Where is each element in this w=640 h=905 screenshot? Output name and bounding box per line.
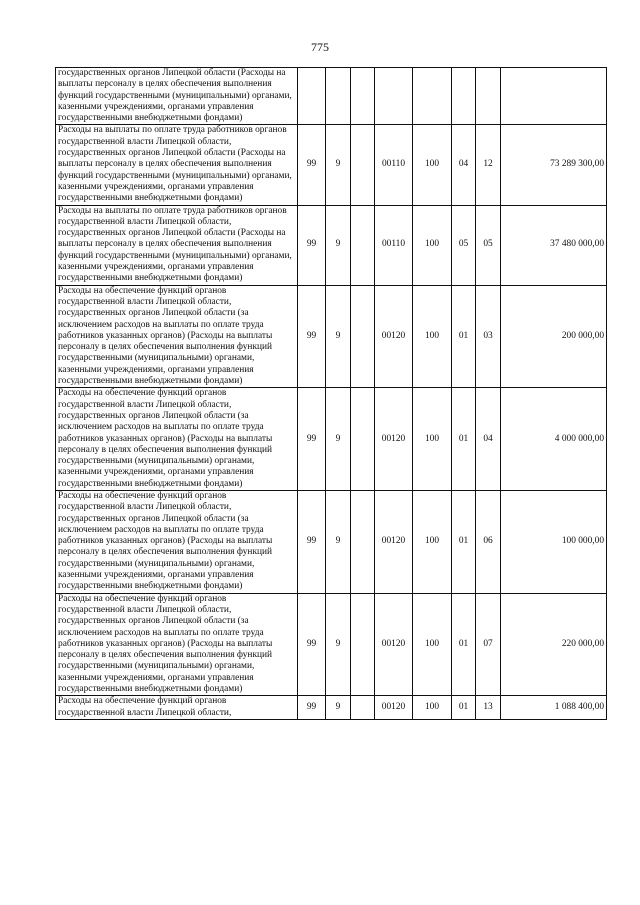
code-cell [413,68,452,125]
code-cell: 00120 [375,285,413,388]
code-cell: 9 [326,490,351,593]
row-description: Расходы на обеспечение функций органов государственной власти Липецкой области, государственных органов Липецкой области (за исключением расходов на выплаты по оплате труда работников указанных органов) (Расходы на выплаты персоналу в целях обеспечения выполнения функций государственными (муниципальными) органами, казенными учреждениями, органами управления государственными внебюджетными фондами) [56,285,298,388]
code-cell: 9 [326,593,351,696]
code-cell: 01 [452,388,476,491]
code-cell: 99 [298,490,326,593]
code-cell: 99 [298,696,326,720]
row-description: Расходы на выплаты по оплате труда работников органов государственной власти Липецкой области, государственных органов Липецкой области (Расходы на выплаты персоналу в целях обеспечения выполнения функций государственными (муниципальными) органами, казенными учреждениями, органами управления государственными внебюджетными фондами) [56,125,298,205]
code-cell [298,68,326,125]
code-cell: 01 [452,285,476,388]
table-row [56,490,607,593]
amount-cell [501,68,607,125]
code-cell: 12 [476,125,501,205]
table-row [56,205,607,285]
code-cell [351,593,375,696]
code-cell: 100 [413,205,452,285]
row-description: Расходы на выплаты по оплате труда работников органов государственной власти Липецкой области, государственных органов Липецкой области (Расходы на выплаты персоналу в целях обеспечения выполнения функций государственными (муниципальными) органами, казенными учреждениями, органами управления государственными внебюджетными фондами) [56,205,298,285]
code-cell: 01 [452,696,476,720]
code-cell: 05 [452,205,476,285]
code-cell [351,285,375,388]
code-cell: 00120 [375,696,413,720]
code-cell [351,68,375,125]
code-cell: 100 [413,125,452,205]
code-cell: 100 [413,285,452,388]
page-number: 775 [311,40,329,54]
code-cell [351,205,375,285]
code-cell: 00120 [375,593,413,696]
code-cell: 100 [413,490,452,593]
code-cell: 00110 [375,125,413,205]
code-cell [351,696,375,720]
amount-cell: 220 000,00 [501,593,607,696]
table-row [56,388,607,491]
code-cell: 99 [298,593,326,696]
code-cell: 100 [413,696,452,720]
row-description: Расходы на обеспечение функций органов государственной власти Липецкой области, [56,696,298,720]
code-cell: 100 [413,388,452,491]
code-cell: 04 [476,388,501,491]
code-cell [476,68,501,125]
table-row [56,125,607,205]
code-cell: 9 [326,285,351,388]
table-row [56,696,607,720]
code-cell [351,125,375,205]
code-cell: 99 [298,205,326,285]
code-cell: 00110 [375,205,413,285]
code-cell: 9 [326,125,351,205]
code-cell: 05 [476,205,501,285]
row-description: Расходы на обеспечение функций органов государственной власти Липецкой области, государственных органов Липецкой области (за исключением расходов на выплаты по оплате труда работников указанных органов) (Расходы на выплаты персоналу в целях обеспечения выполнения функций государственными (муниципальными) органами, казенными учреждениями, органами управления государственными внебюджетными фондами) [56,388,298,491]
code-cell: 00120 [375,388,413,491]
code-cell: 00120 [375,490,413,593]
code-cell [351,490,375,593]
code-cell: 9 [326,696,351,720]
row-description: Расходы на обеспечение функций органов государственной власти Липецкой области, государственных органов Липецкой области (за исключением расходов на выплаты по оплате труда работников указанных органов) (Расходы на выплаты персоналу в целях обеспечения выполнения функций государственными (муниципальными) органами, казенными учреждениями, органами управления государственными внебюджетными фондами) [56,593,298,696]
code-cell [351,388,375,491]
code-cell: 99 [298,388,326,491]
code-cell: 9 [326,388,351,491]
code-cell: 04 [452,125,476,205]
code-cell: 01 [452,490,476,593]
code-cell [375,68,413,125]
code-cell: 99 [298,285,326,388]
code-cell: 13 [476,696,501,720]
table-row [56,68,607,125]
code-cell: 06 [476,490,501,593]
code-cell: 9 [326,205,351,285]
amount-cell: 37 480 000,00 [501,205,607,285]
amount-cell: 73 289 300,00 [501,125,607,205]
code-cell [452,68,476,125]
code-cell: 07 [476,593,501,696]
code-cell [326,68,351,125]
budget-table [55,67,607,720]
table-row [56,285,607,388]
code-cell: 99 [298,125,326,205]
code-cell: 03 [476,285,501,388]
amount-cell: 100 000,00 [501,490,607,593]
amount-cell: 200 000,00 [501,285,607,388]
amount-cell: 1 088 400,00 [501,696,607,720]
code-cell: 100 [413,593,452,696]
row-description: государственных органов Липецкой области (Расходы на выплаты персоналу в целях обеспечения выполнения функций государственными (муниципальными) органами, казенными учреждениями, органами управления государственными внебюджетными фондами) [56,68,298,125]
code-cell: 01 [452,593,476,696]
row-description: Расходы на обеспечение функций органов государственной власти Липецкой области, государственных органов Липецкой области (за исключением расходов на выплаты по оплате труда работников указанных органов) (Расходы на выплаты персоналу в целях обеспечения выполнения функций государственными (муниципальными) органами, казенными учреждениями, органами управления государственными внебюджетными фондами) [56,490,298,593]
amount-cell: 4 000 000,00 [501,388,607,491]
table-row [56,593,607,696]
